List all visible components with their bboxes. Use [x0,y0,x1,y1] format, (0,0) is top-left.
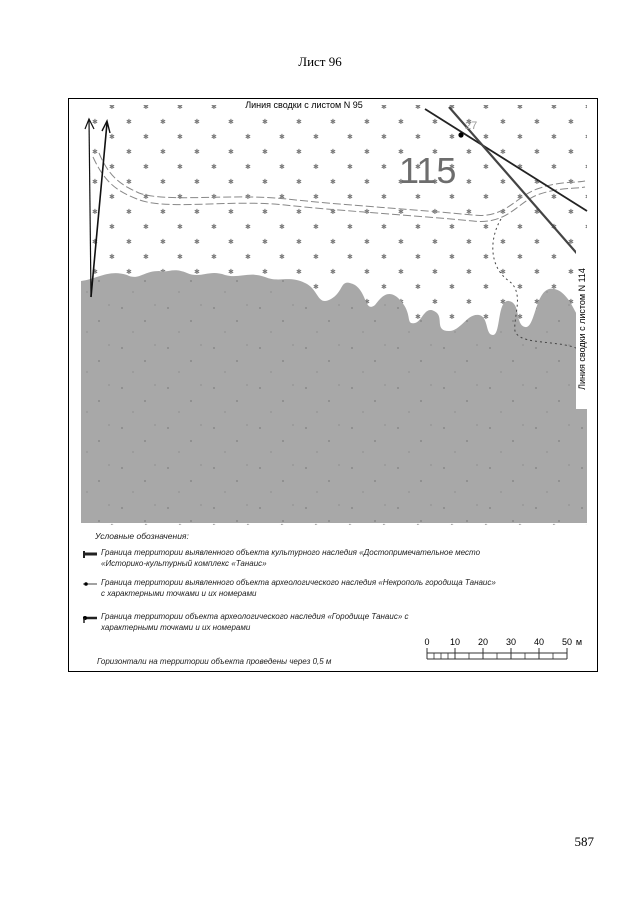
scale-label: 50 [561,637,573,647]
legend-text: характерными точками и их номерами [101,623,251,632]
top-match-line: Линия сводки с листом N 95 [245,100,363,110]
thick-line-icon [81,549,97,559]
point-label: 27 [465,120,478,132]
gray-area [81,270,587,523]
sheet-title: Лист 96 [298,54,342,69]
right-label-group [576,249,588,409]
legend-text: Граница территории выявленного объекта археологического наследия «Некрополь городища Танаис» [101,578,496,587]
legend-text: «Историко-культурный комплекс «Танаис» [101,559,267,568]
contour-note: Горизонтали на территории объекта проведены через 0,5 м [97,657,332,666]
characteristic-point [458,132,463,137]
scale-label: 30 [505,637,517,647]
map-frame [68,98,598,672]
page-number: 587 [574,834,594,849]
parcel-number: 115 [399,150,457,191]
scale-label: 10 [449,637,461,647]
scale-unit: м [575,637,583,647]
legend-text: Граница территории выявленного объекта культурного наследия «Достопримечательное место [101,548,481,557]
scale-label: 40 [533,637,545,647]
dot-line-icon [81,579,97,589]
right-match-line: Линия сводки с листом N 114 [577,268,587,390]
legend-text: Граница территории объекта археологического наследия «Городище Танаис» с [101,612,409,621]
legend-title: Условные обозначения: [95,531,189,541]
legend-text: с характерными точками и их номерами [101,589,257,598]
scale-label: 20 [477,637,489,647]
scale-label: 0 [424,637,430,647]
thick-dot-line-icon [81,613,97,623]
